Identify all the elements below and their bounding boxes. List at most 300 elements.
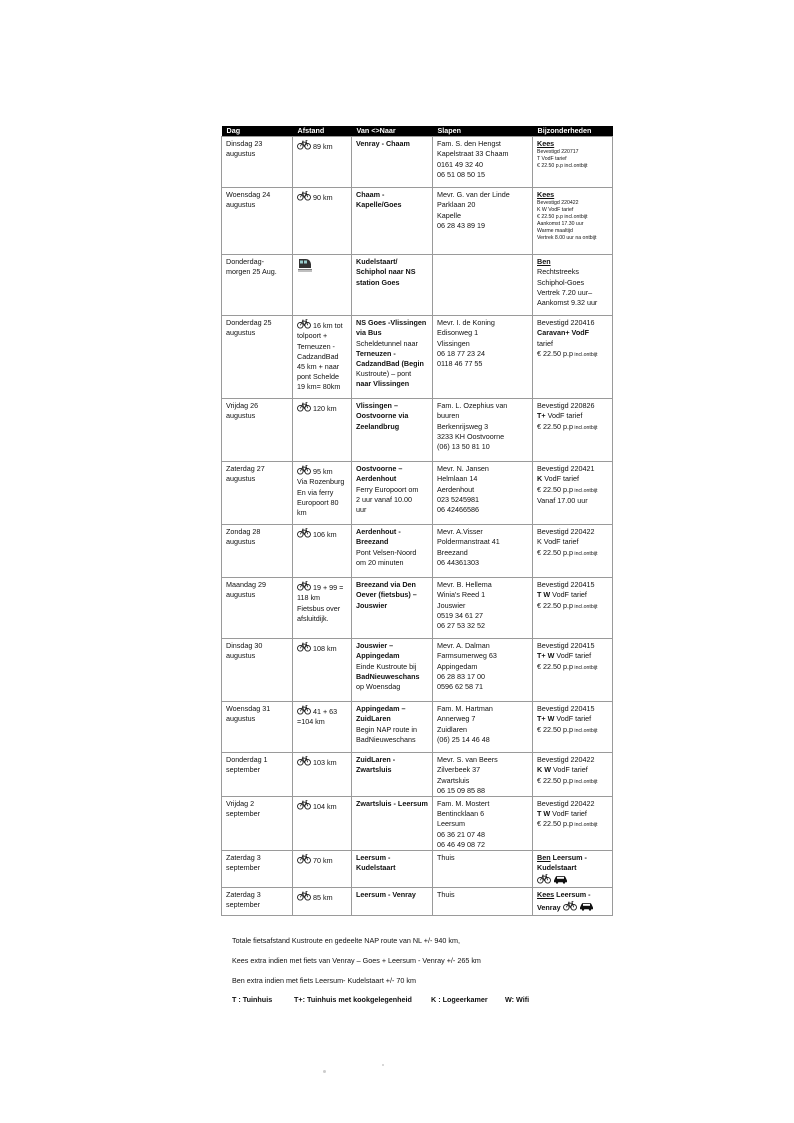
day-line: morgen 25 Aug. — [226, 267, 277, 277]
route-line: Jouswier — [356, 600, 388, 610]
address-line: Mevr. G. van der Linde — [437, 190, 510, 200]
cell-dag — [222, 137, 293, 188]
route-line: Zeelandbrug — [356, 421, 400, 431]
header-slapen: Slapen — [433, 126, 533, 137]
cell-bijzonderheden — [533, 851, 613, 888]
bicycle-icon — [297, 527, 311, 538]
route-line: Einde Kustroute bij — [356, 661, 417, 671]
route-line: Kapelle/Goes — [356, 200, 402, 210]
address-line: Zilverbeek 37 — [437, 765, 481, 775]
detail-line — [537, 890, 609, 900]
cell-afstand — [293, 851, 352, 888]
address-line: Bentincklaan 6 — [437, 809, 485, 819]
table-row — [222, 525, 613, 578]
distance-line: 120 km — [297, 401, 348, 414]
distance-line: Terneuzen - — [297, 341, 335, 351]
cell-bijzonderheden — [533, 462, 613, 525]
detail-line: Caravan+ VodF — [537, 328, 589, 338]
detail-line: € 22.50 p.p incl.ontbijt — [537, 724, 598, 734]
address-line: 06 18 77 23 24 — [437, 348, 485, 358]
address-line: Zwartsluis — [437, 775, 470, 785]
bicycle-icon — [297, 190, 311, 201]
day-line: september — [226, 765, 260, 775]
address-line: 0519 34 61 27 — [437, 610, 483, 620]
bicycle-icon — [297, 799, 311, 810]
detail-line: Ben — [537, 257, 551, 267]
address-line: Mevr. S. van Beers — [437, 755, 498, 765]
cell-bijzonderheden — [533, 578, 613, 639]
detail-line: Kees — [537, 139, 555, 149]
address-line: 06 28 83 17 00 — [437, 671, 485, 681]
address-line: Vlissingen — [437, 338, 470, 348]
cell-van-naar — [352, 316, 433, 399]
detail-line: T W VodF tarief — [537, 809, 587, 819]
address-line: 023 5245981 — [437, 494, 479, 504]
distance-line: Europoort 80 — [297, 497, 339, 507]
bicycle-icon — [297, 401, 311, 412]
detail-small: incl.ontbijt — [572, 822, 598, 829]
route-line: Zwartsluis — [356, 765, 392, 775]
detail-line: Bevestigd 220416 — [537, 318, 595, 328]
route-line: op Woensdag — [356, 682, 401, 692]
address-line: Fam. L. Ozephius van — [437, 401, 508, 411]
address-line: Leersum — [437, 819, 465, 829]
address-line: Jouswier — [437, 600, 466, 610]
route-line: BadNieuweschans — [356, 671, 420, 681]
detail-line: T+ VodF tarief — [537, 411, 583, 421]
detail-line: Venray — [537, 900, 609, 913]
cell-slapen — [433, 316, 533, 399]
day-line: augustus — [226, 590, 256, 600]
address-line: Fam. M. Hartman — [437, 704, 493, 714]
table-row — [222, 851, 613, 888]
cell-afstand — [293, 797, 352, 851]
detail-line: Bevestigd 220422 — [537, 799, 595, 809]
cell-afstand — [293, 887, 352, 915]
room-type: T W — [537, 590, 551, 600]
legend — [232, 995, 529, 1004]
cell-afstand — [293, 578, 352, 639]
cell-slapen — [433, 525, 533, 578]
route-line: Kudelstaart/ — [356, 257, 398, 267]
day-line: augustus — [226, 651, 256, 661]
cell-van-naar — [352, 702, 433, 753]
route-line: Vlissingen – — [356, 401, 398, 411]
note-total-distance: Totale fietsafstand Kustroute en gedeelte NAP route van NL +/- 940 km, — [232, 936, 460, 945]
address-line: Mevr. A.Visser — [437, 527, 483, 537]
route-line: Oostvoorne – — [356, 464, 403, 474]
detail-line: Kees — [537, 190, 555, 200]
cell-afstand — [293, 137, 352, 188]
cell-dag — [222, 797, 293, 851]
table-header-row — [222, 126, 613, 137]
address-line: Parklaan 20 — [437, 200, 476, 210]
table-row — [222, 639, 613, 702]
detail-line: Bevestigd 220422 — [537, 200, 579, 207]
cell-van-naar — [352, 753, 433, 797]
address-line: Fam. M. Mostert — [437, 799, 490, 809]
cell-dag — [222, 887, 293, 915]
bicycle-icon — [537, 873, 551, 884]
table-row — [222, 462, 613, 525]
distance-line: afsluitdijk. — [297, 613, 329, 623]
cell-dag — [222, 578, 293, 639]
address-line: 06 28 43 89 19 — [437, 220, 485, 230]
cell-dag — [222, 188, 293, 255]
distance-line: CadzandBad — [297, 351, 339, 361]
table-row — [222, 316, 613, 399]
day-line: september — [226, 809, 260, 819]
address-line: Aerdenhout — [437, 484, 475, 494]
detail-line: Bevestigd 220422 — [537, 755, 595, 765]
table-row — [222, 137, 613, 188]
address-line: Mevr. B. Hellema — [437, 580, 492, 590]
route-line: Breezand — [356, 537, 389, 547]
address-line: (06) 13 50 81 10 — [437, 442, 490, 452]
detail-line: € 22.50 p.p incl.ontbijt — [537, 547, 598, 557]
detail-line: T W VodF tarief — [537, 590, 587, 600]
cell-slapen — [433, 462, 533, 525]
route-line: Schiphol naar NS — [356, 267, 416, 277]
detail-line: Vertrek 7.20 uur– — [537, 287, 593, 297]
detail-small: incl.ontbijt — [572, 603, 598, 610]
distance-line: 19 + 99 = — [297, 580, 348, 593]
day-line: Zondag 28 — [226, 527, 261, 537]
address-line: Mevr. N. Jansen — [437, 464, 489, 474]
cell-dag — [222, 316, 293, 399]
cell-dag — [222, 639, 293, 702]
detail-line: € 22.50 p.p incl.ontbijt — [537, 163, 588, 170]
detail-line: Bevestigd 220717 — [537, 149, 579, 156]
scan-speck — [382, 1064, 384, 1066]
car-icon — [553, 874, 568, 884]
address-line: 0118 46 77 55 — [437, 359, 483, 369]
cell-afstand — [293, 753, 352, 797]
room-type: K — [537, 474, 543, 484]
room-type: T+ W — [537, 714, 555, 724]
bicycle-icon — [297, 755, 311, 766]
route-line: naar Vlissingen — [356, 379, 410, 389]
cell-slapen — [433, 639, 533, 702]
route-line: Breezand via Den — [356, 580, 416, 590]
bicycle-icon — [297, 139, 311, 150]
address-line: Thuis — [437, 853, 455, 863]
route-line: Kustroute) – pont — [356, 369, 412, 379]
distance-line: km — [297, 508, 307, 518]
detail-line: Warme maaltijd — [537, 228, 573, 235]
cell-afstand — [293, 316, 352, 399]
detail-line: € 22.50 p.p incl.ontbijt — [537, 661, 598, 671]
detail-line: Bevestigd 220415 — [537, 704, 595, 714]
cell-van-naar — [352, 137, 433, 188]
car-icon — [579, 901, 594, 911]
route-line: via Bus — [356, 328, 382, 338]
distance-line: 106 km — [297, 527, 348, 540]
cell-slapen — [433, 399, 533, 462]
room-type: T W — [537, 809, 551, 819]
route-line: uur — [356, 505, 367, 515]
detail-line: € 22.50 p.p incl.ontbijt — [537, 348, 598, 358]
detail-small: incl.ontbijt — [572, 778, 598, 785]
address-line: 06 51 08 50 15 — [437, 169, 485, 179]
cell-slapen — [433, 188, 533, 255]
address-line: Breezand — [437, 547, 468, 557]
cell-van-naar — [352, 255, 433, 316]
address-line: Appingedam — [437, 661, 478, 671]
day-line: augustus — [226, 474, 256, 484]
address-line: 06 42466586 — [437, 505, 479, 515]
table-row — [222, 797, 613, 851]
cell-bijzonderheden — [533, 887, 613, 915]
day-line: Maandag 29 — [226, 580, 266, 590]
cell-dag — [222, 525, 293, 578]
detail-line: K W VodF tarief — [537, 765, 588, 775]
header-afstand: Afstand — [293, 126, 352, 137]
cell-bijzonderheden — [533, 753, 613, 797]
route-line: ZuidLaren — [356, 714, 391, 724]
address-line: 06 27 53 32 52 — [437, 621, 485, 631]
route-line: Chaam - — [356, 190, 385, 200]
detail-line: Bevestigd 220422 — [537, 527, 595, 537]
legend-t-plus: T+: Tuinhuis met kookgelegenheid — [294, 995, 412, 1004]
cell-van-naar — [352, 525, 433, 578]
detail-small: incl.ontbijt — [572, 487, 598, 494]
cell-afstand — [293, 702, 352, 753]
detail-line: T+ W VodF tarief — [537, 651, 592, 661]
detail-line: Kudelstaart — [537, 863, 577, 873]
detail-small: incl.ontbijt — [572, 727, 598, 734]
address-line: (06) 25 14 46 48 — [437, 734, 490, 744]
address-line: Poldermanstraat 41 — [437, 537, 500, 547]
route-line: Oostvoorne via — [356, 411, 409, 421]
detail-line: Bevestigd 220415 — [537, 641, 595, 651]
detail-line: Bevestigd 220826 — [537, 401, 595, 411]
route-line: Appingedam – — [356, 704, 406, 714]
scan-speck — [323, 1070, 326, 1073]
distance-line: 103 km — [297, 755, 348, 768]
detail-line: K VodF tarief — [537, 474, 579, 484]
detail-line: tarief — [537, 338, 553, 348]
day-line: september — [226, 863, 260, 873]
day-line: Woensdag 31 — [226, 704, 271, 714]
detail-line: Bevestigd 220421 — [537, 464, 595, 474]
detail-small: incl.ontbijt — [572, 424, 598, 431]
detail-line: € 22.50 p.p incl.ontbijt — [537, 214, 588, 221]
route-line: Leersum - Venray — [356, 889, 416, 899]
person-name: Ben — [537, 853, 551, 863]
distance-line: Fietsbus over — [297, 603, 341, 613]
route-line: CadzandBad (Begin — [356, 359, 424, 369]
table-row — [222, 702, 613, 753]
address-line: 06 36 21 07 48 — [437, 829, 485, 839]
detail-line: Bevestigd 220415 — [537, 580, 595, 590]
address-line: Mevr. A. Dalman — [437, 641, 490, 651]
distance-line: =104 km — [297, 717, 325, 727]
cell-van-naar — [352, 399, 433, 462]
cell-bijzonderheden — [533, 188, 613, 255]
distance-line: 90 km — [297, 190, 348, 203]
route-line: Terneuzen - — [356, 348, 396, 358]
person-name: Kees — [537, 889, 555, 899]
address-line: Fam. S. den Hengst — [437, 139, 501, 149]
address-line: Winia's Reed 1 — [437, 590, 486, 600]
route-line: 2 uur vanaf 10.00 — [356, 494, 412, 504]
day-line: Zaterdag 3 — [226, 853, 261, 863]
legend-t: T : Tuinhuis — [232, 995, 273, 1004]
detail-text: Leersum - — [554, 889, 591, 899]
address-line: Kapelle — [437, 210, 461, 220]
bicycle-icon — [297, 318, 311, 329]
detail-line — [537, 853, 609, 863]
address-line: 06 44361303 — [437, 557, 479, 567]
cell-afstand — [293, 188, 352, 255]
cell-bijzonderheden — [533, 525, 613, 578]
table-row — [222, 188, 613, 255]
cell-bijzonderheden — [533, 316, 613, 399]
distance-line: 104 km — [297, 799, 348, 812]
distance-line: En via ferry — [297, 487, 334, 497]
note-ben-extra: Ben extra indien met fiets Leersum- Kudelstaart +/- 70 km — [232, 976, 416, 985]
room-type: T+ — [537, 411, 546, 421]
route-line: Oever (fietsbus) – — [356, 590, 417, 600]
cell-afstand — [293, 255, 352, 316]
cell-dag — [222, 462, 293, 525]
day-line: Dinsdag 23 — [226, 139, 263, 149]
detail-line: K W VodF tarief — [537, 207, 574, 214]
detail-line: Aankomst 9.32 uur — [537, 298, 598, 308]
distance-line: 118 km — [297, 593, 321, 603]
route-line: om 20 minuten — [356, 557, 404, 567]
detail-line: K VodF tarief — [537, 537, 579, 547]
distance-line: 16 km tot — [297, 318, 348, 331]
cell-bijzonderheden — [533, 399, 613, 462]
cell-bijzonderheden — [533, 137, 613, 188]
detail-small: incl.ontbijt — [572, 664, 598, 671]
day-line: Zaterdag 27 — [226, 464, 265, 474]
detail-line: € 22.50 p.p incl.ontbijt — [537, 600, 598, 610]
cell-van-naar — [352, 639, 433, 702]
day-line: Donderdag- — [226, 257, 264, 267]
detail-line: Schiphol-Goes — [537, 277, 585, 287]
bicycle-icon — [297, 853, 311, 864]
address-line: Kapelstraat 33 Chaam — [437, 149, 509, 159]
day-line: Donderdag 25 — [226, 318, 272, 328]
detail-line: Aankomst 17.30 uur — [537, 221, 584, 228]
cell-bijzonderheden — [533, 639, 613, 702]
day-line: augustus — [226, 328, 256, 338]
bicycle-icon — [297, 464, 311, 475]
address-line: buuren — [437, 411, 460, 421]
day-line: Vrijdag 26 — [226, 401, 259, 411]
detail-line: Vertrek 8.00 uur na ontbijt — [537, 235, 597, 242]
cell-slapen — [433, 753, 533, 797]
note-kees-extra: Kees extra indien met fiets van Venray – Goes + Leersum - Venray +/- 265 km — [232, 956, 481, 965]
cell-van-naar — [352, 887, 433, 915]
cell-slapen — [433, 137, 533, 188]
distance-line: pont Schelde — [297, 372, 339, 382]
distance-line: 85 km — [297, 890, 348, 903]
detail-small: incl.ontbijt — [572, 351, 598, 358]
day-line: Woensdag 24 — [226, 190, 271, 200]
address-line: Edisonweg 1 — [437, 328, 479, 338]
address-line: Helmlaan 14 — [437, 474, 478, 484]
cell-afstand — [293, 462, 352, 525]
train-icon — [297, 257, 313, 272]
bicycle-icon — [297, 704, 311, 715]
cell-van-naar — [352, 578, 433, 639]
route-line: Aerdenhout — [356, 474, 397, 484]
detail-line: T+ W VodF tarief — [537, 714, 592, 724]
bicycle-icon — [563, 900, 577, 911]
address-line: 06 46 49 08 72 — [437, 839, 485, 849]
route-line: Jouswier – — [356, 641, 394, 651]
table-row — [222, 753, 613, 797]
route-line: Pont Velsen-Noord — [356, 547, 417, 557]
address-line: Zuidlaren — [437, 724, 467, 734]
detail-line: Vanaf 17.00 uur — [537, 495, 588, 505]
day-line: Vrijdag 2 — [226, 799, 255, 809]
day-line: augustus — [226, 200, 256, 210]
route-line: Kudelstaart — [356, 863, 396, 873]
distance-line: 41 + 63 — [297, 704, 348, 717]
header-van-naar: Van <>Naar — [352, 126, 433, 137]
table-row — [222, 887, 613, 915]
header-dag: Dag — [222, 126, 293, 137]
cell-dag — [222, 753, 293, 797]
distance-line: 89 km — [297, 139, 348, 152]
detail-line: € 22.50 p.p incl.ontbijt — [537, 775, 598, 785]
cell-bijzonderheden — [533, 255, 613, 316]
detail-small: incl.ontbijt — [572, 550, 598, 557]
legend-k: K : Logeerkamer — [431, 995, 488, 1004]
bicycle-icon — [297, 890, 311, 901]
day-line: Zaterdag 3 — [226, 889, 261, 899]
day-line: augustus — [226, 537, 256, 547]
table-row — [222, 578, 613, 639]
address-line: Thuis — [437, 889, 455, 899]
cell-afstand — [293, 399, 352, 462]
schedule-table — [221, 126, 613, 916]
route-line: BadNieuweschans — [356, 734, 416, 744]
cell-bijzonderheden — [533, 797, 613, 851]
room-type: T+ W — [537, 651, 555, 661]
address-line: 0596 62 58 71 — [437, 682, 483, 692]
detail-line: € 22.50 p.p incl.ontbijt — [537, 421, 598, 431]
cell-afstand — [293, 639, 352, 702]
table-row — [222, 399, 613, 462]
address-line: 0161 49 32 40 — [437, 159, 483, 169]
detail-line: € 22.50 p.p incl.ontbijt — [537, 484, 598, 494]
header-bijzonderheden: Bijzonderheden — [533, 126, 613, 137]
room-type: K W — [537, 765, 551, 775]
route-line: Aerdenhout - — [356, 527, 401, 537]
cell-dag — [222, 702, 293, 753]
detail-line: Rechtstreeks — [537, 267, 579, 277]
bicycle-icon — [297, 641, 311, 652]
distance-line: tolpoort + — [297, 331, 328, 341]
detail-line: € 22.50 p.p incl.ontbijt — [537, 819, 598, 829]
route-line: station Goes — [356, 277, 400, 287]
cell-van-naar — [352, 188, 433, 255]
distance-line: 45 km + naar — [297, 362, 340, 372]
cell-slapen — [433, 578, 533, 639]
cell-dag — [222, 255, 293, 316]
day-line: augustus — [226, 411, 256, 421]
detail-line: T VodF tarief — [537, 156, 567, 163]
address-line: Annerweg 7 — [437, 714, 476, 724]
address-line: 3233 KH Oostvoorne — [437, 431, 505, 441]
cell-van-naar — [352, 462, 433, 525]
